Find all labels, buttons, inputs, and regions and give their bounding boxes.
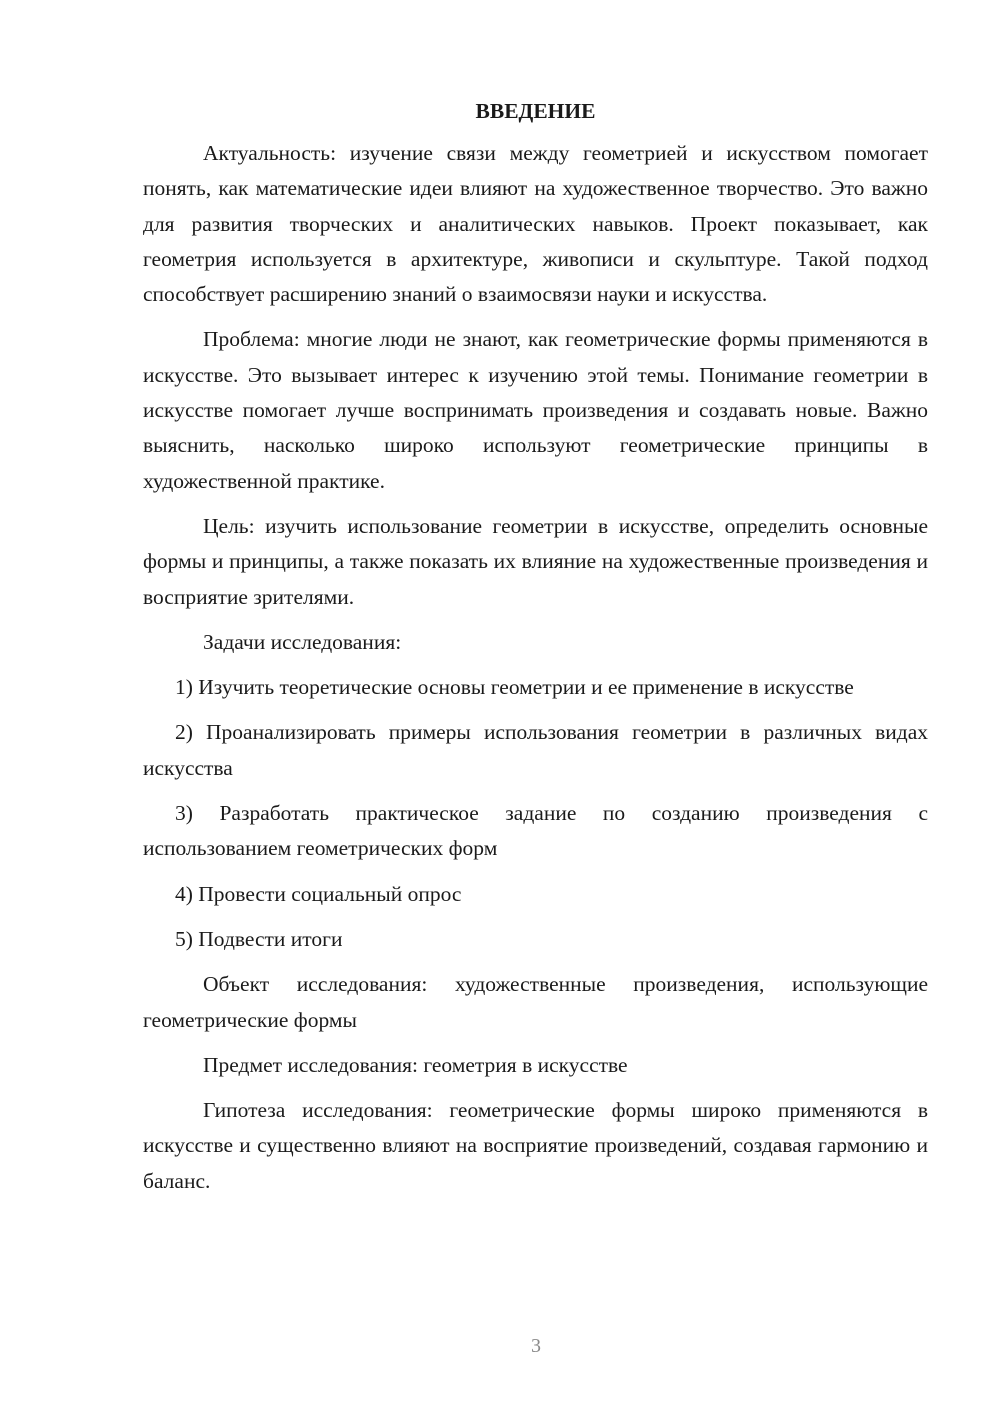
task-item-4: 4) Провести социальный опрос	[175, 881, 462, 906]
paragraph-goal: Цель: изучить использование геометрии в искусстве, определить основные формы и принципы, а также показать их влияние на художественные произведения и восприятие зрителями.	[143, 513, 928, 609]
task-item-1: 1) Изучить теоретические основы геометрии и ее применение в искусстве	[175, 675, 854, 700]
task-item-5: 5) Подвести итоги	[175, 926, 343, 951]
task-item-3: 3) Разработать практическое задание по созданию произведения с использованием геометрических форм	[143, 801, 928, 861]
section-title: ВВЕДЕНИЕ	[475, 99, 596, 123]
paragraph-subject: Предмет исследования: геометрия в искусстве	[203, 1052, 628, 1077]
paragraph-object: Объект исследования: художественные произведения, использующие геометрические формы	[143, 972, 928, 1032]
page-number: 3	[531, 1335, 541, 1357]
paragraph-relevance: Актуальность: изучение связи между геометрией и искусством помогает понять, как математические идеи влияют на художественное творчество. Это важно для развития творческих и аналитических навыков. Проект показывает, как геометрия используется в архитектуре, живописи и скульптуре. Такой подход способствует расширению знаний о взаимосвязи науки и искусства.	[143, 141, 928, 307]
tasks-heading: Задачи исследования:	[203, 629, 402, 654]
document-page	[143, 96, 928, 1199]
task-item-2: 2) Проанализировать примеры использования геометрии в различных видах искусства	[143, 720, 928, 780]
paragraph-hypothesis: Гипотеза исследования: геометрические формы широко применяются в искусстве и существенно влияют на восприятие произведений, создавая гармонию и баланс.	[143, 1098, 928, 1193]
paragraph-problem: Проблема: многие люди не знают, как геометрические формы применяются в искусстве. Это вызывает интерес к изучению этой темы. Понимание геометрии в искусстве помогает лучше воспринимать произведения и создавать новые. Важно выяснить, насколько широко используют геометрические принципы в художественной практике.	[143, 327, 928, 493]
